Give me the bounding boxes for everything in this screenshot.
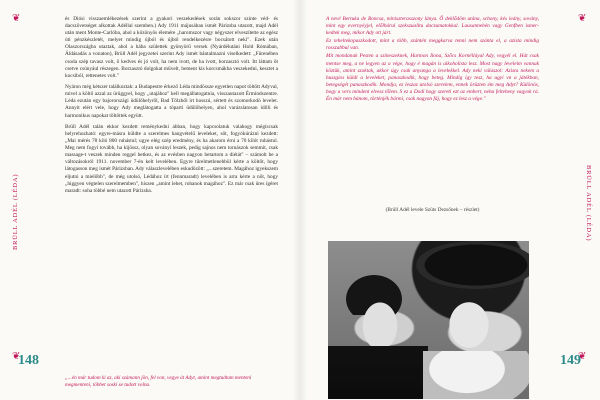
left-body xyxy=(65,16,278,199)
quote-caption: (Brüll Adél levele Szüts Dezsőnek – részlet) xyxy=(385,207,480,213)
ornament-bottom-right-icon: ❦ xyxy=(578,351,587,362)
portrait-photo xyxy=(328,241,529,399)
left-side-title: BRÜLL ADÉL (LÉDA) xyxy=(12,173,19,250)
woman-dress-shape xyxy=(423,351,529,399)
left-paragraph: Nyáron még kétszer találkoztak: a Budapestre érkező Léda mindössze egyetlen napot töltött Adyval, mivel a költő azzal az ürüggyel, hogy „utajához" kell megállatogatnia, visszautazott Érmindszentre. Léda ezután egy bajorországi üdülőhelyről, Bad Tölzből írt hosszú, sértett és szomorkodó levelet. Annyit elért vele, hogy Ady meglátogatta a tóparti üdülőhelyen, ahol varázslatosan idilli és harmonikus napokat töltöttek együtt. xyxy=(65,84,278,119)
left-paragraph: Brüll Adél talán ekkor kezdett reménykedni abban, hogy kapcsolatuk valahogy mégiscsak helyrehozható: egyre-másra küldte a szerelmes hangvételű leveleket, sőt, fogyókúrázni kezdett: „Mai mérés 78 kiló 800 ruhástul; ugye elég szép eredmény, és ha akarom érni a 70 kilót ruhástul. Meg nem fogyi tovább, ha kijössz, olyan soványí leszek, pedig sajnos nem tornászok semmit, csak massage-t veszek minden reggel hetkez, és az evésben nagyon betartom a diétát" – számolt be a változásokról 1911. november 7-én kelt levelében. Egyre türelmetlenebbül kérte a költőt, hogy látogasson meg ismét Párizsban. Ady válaszlevelében eskudözött: „...szeretem. Magához igyekszem eljutni a mielőbb", de még utolsó, Lédához írt (fennmaradt) levelében is arra kérte a nőt, hogy „higgyen végtelen szerelmemben", hiszen „amint lehet, rohanok magához". Ez már csak üres ígéret maradt: soha többé nem utazott Párizsba. xyxy=(65,123,278,194)
page-number-left: 148 xyxy=(18,353,39,368)
right-quote xyxy=(326,16,539,103)
quote-paragraph: Ez teheltekopaszkodott, mint a több, szántén meggkarva tenni nem szánta el, a azista mindig rosszabbul van. xyxy=(326,38,539,52)
book-gutter xyxy=(292,0,308,400)
page-number-right: 149 xyxy=(560,353,581,368)
right-side-title: BRÜLL ADÉL (LÉDA) xyxy=(585,165,592,242)
left-footer-quote: „...én már tudom ki az, aki számann jön, fel von, vegye át Adyt, amint megtudtam menteni megmenteni, többet soski se tudott volna. xyxy=(65,375,252,388)
left-paragraph: és Diósi visszaemlékezések szerint a gyakori veszekedések során sokszor szinte véd- és dacszövetséget alkottak Adéllal szemben.) Ady 1911 májusában ismét Párizsba utazott, majd Adél után ment Monte-Carlóba, ahol a közönyös élemére „haromszor vagy négyszer elveszítette az egész úti pénzkészletét, melyet mindig újból és újból rendelkezésre bocsátott neki". Ezek után Olaszországba utaztak, ahol a hába születtek gyönyörű versek (Nyárdélutáni Hold Rómában, Áldásadás a vonaton), Brüll Adél jegyzetei szerint Ady ismét bántalmazni viselkedett: „Fürenében csoda szép tavasz volt, ő kedves és jó volt, ha nem ivott, de ha ivott, borzasztó volt. Itt láttam őt csetve csúnyául részegen. Borzasztó dolgokat művelt, bement kis korcsmákba veszekedni, kesztet a kocsiból, rettenetes volt." xyxy=(65,16,278,79)
ornament-bottom-left-icon: ❦ xyxy=(12,351,21,362)
man-coat-shape xyxy=(328,346,428,399)
ornament-top-left-icon: ❦ xyxy=(12,13,21,24)
quote-paragraph: A nevé Bertuka de Boncsa, miniszterasszony lánya. Ő deklődöm utána, schony, kés leány, sovány, mint egy evernyéyjel, előlhárul szekszualitu daczumatokkal. Lausannebén vagy Genfben ismerkedtek meg, mikor Ady ott járt. xyxy=(326,16,539,37)
quote-paragraph: Mit mondanak Pesten a színeszeknek, Harmon Ilona, Szőcs Kornélláyal Ady, vegyél el. Hát csak mentse meg, a ne legyen az a vége, hogy é magán is alkoholista lesz. Most nagy leveleim vannak köztük, amint szoktak, akkor úgy csak anyanga a levelekkel. Ady neki válaszol: Azista nekem a huszgios küldi a leveleket, panaszkodik, hogy beteg. Mindig így tesz, ha ugyi vn a játékban, betegségét panaszkodik. Mondja, ez leszaz utolsó szerelem, ennek örüzten ém meg Adyt? Különös, hogy a vers mindent elvesz tőlem. S ez a Dodi hogy szereti ezt az embert, neha felteheny vagyok rá. Én már nem bánom, történjék bármi, csak nagyon fáj, hogy ez lesz a vége." xyxy=(326,53,539,103)
woman-face-shape xyxy=(444,296,494,354)
hat-shape xyxy=(416,241,529,289)
ornament-top-right-icon: ❦ xyxy=(578,13,587,24)
